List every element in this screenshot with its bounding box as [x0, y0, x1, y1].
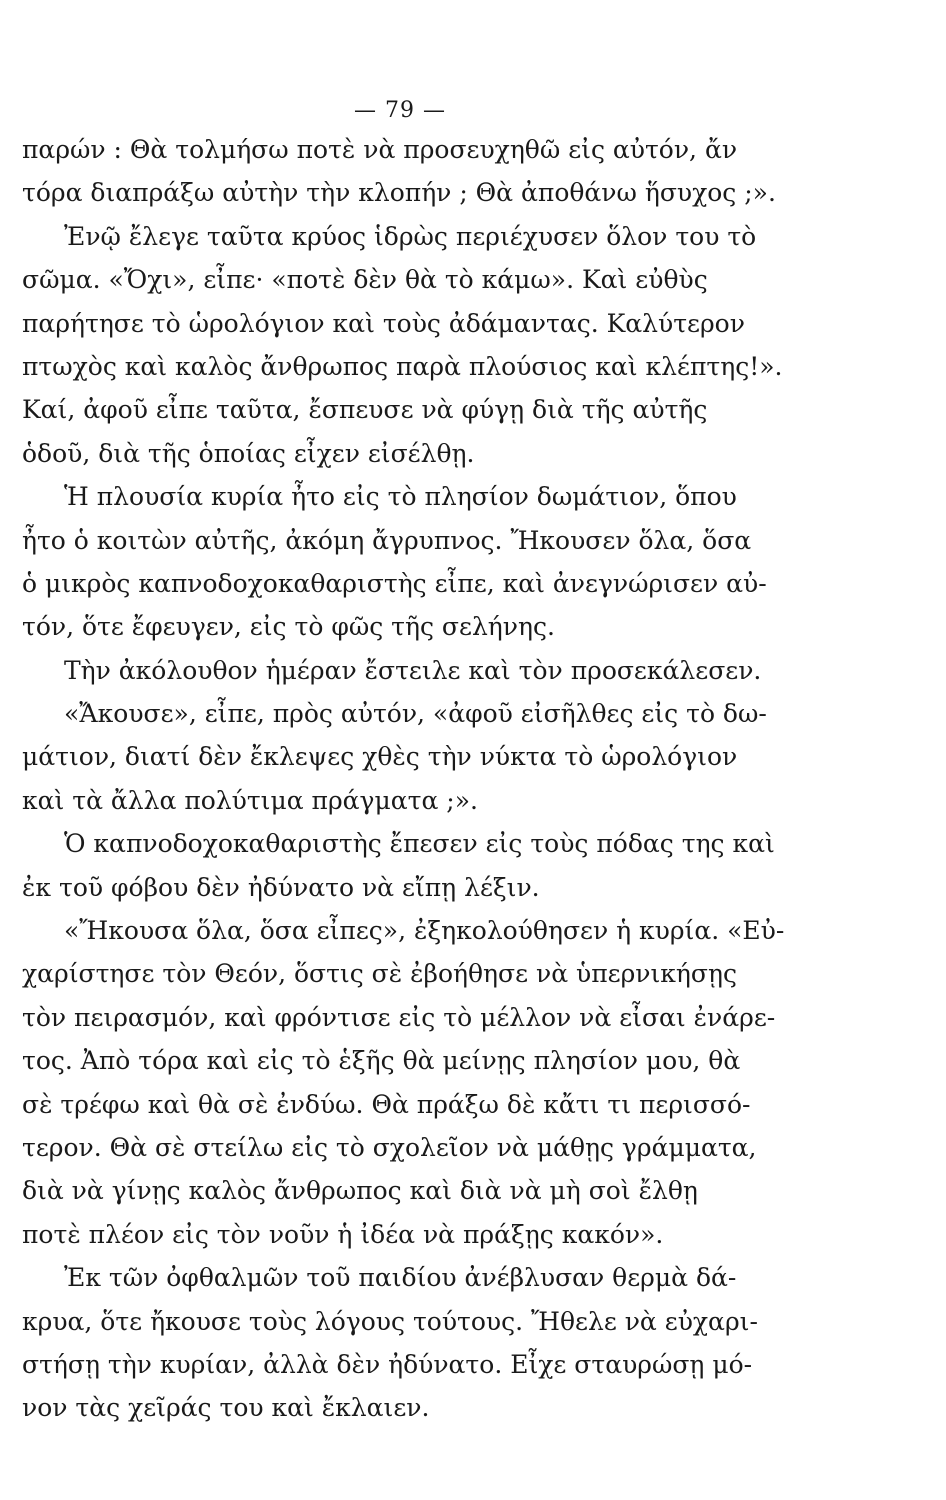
text-line: νον τὰς χεῖράς του καὶ ἔκλαιεν. [22, 1393, 430, 1423]
text-line: ὁδοῦ, διὰ τῆς ὁποίας εἶχεν εἰσέλθῃ. [22, 438, 475, 468]
text-line: τόρα διαπράξω αὐτὴν τὴν κλοπήν ; Θὰ ἀποθάνω ἥσυχος ;». [22, 178, 776, 208]
text-line: Ἐκ τῶν ὀφθαλμῶν τοῦ παιδίου ἀνέβλυσαν θερμὰ δά- [64, 1263, 737, 1293]
text-line: παρήτησε τὸ ὡρολόγιον καὶ τοὺς ἀδάμαντας. Καλύτερον [22, 308, 745, 338]
text-line: Καί, ἀφοῦ εἶπε ταῦτα, ἔσπευσε νὰ φύγῃ διὰ τῆς αὐτῆς [22, 395, 708, 425]
text-line: καὶ τὰ ἄλλα πολύτιμα πράγματα ;». [22, 785, 478, 815]
text-line: τόν, ὅτε ἔφευγεν, εἰς τὸ φῶς τῆς σελήνης. [22, 612, 555, 642]
text-line: ὁ μικρὸς καπνοδοχοκαθαριστὴς εἶπε, καὶ ἀνεγνώρισεν αὐ- [22, 568, 767, 598]
text-line: παρών : Θὰ τολμήσω ποτὲ νὰ προσευχηθῶ εἰς αὐτόν, ἄν [22, 135, 738, 164]
text-line: μάτιον, διατί δὲν ἔκλεψες χθὲς τὴν νύκτα τὸ ὡρολόγιον [22, 742, 738, 772]
text-line: τὸν πειρασμόν, καὶ φρόντισε εἰς τὸ μέλλον νὰ εἶσαι ἐνάρε- [22, 1002, 776, 1032]
text-line: χαρίστησε τὸν Θεόν, ὅστις σὲ ἐβοήθησε νὰ ὑπερνικήσῃς [22, 959, 737, 989]
text-line: Ἡ πλουσία κυρία ἦτο εἰς τὸ πλησίον δωμάτιον, ὅπου [64, 482, 737, 512]
text-line: «Ἤκουσα ὅλα, ὅσα εἶπες», ἐξηκολούθησεν ἡ κυρία. «Εὐ- [64, 916, 785, 946]
text-line: πτωχὸς καὶ καλὸς ἄνθρωπος παρὰ πλούσιος καὶ κλέπτης!». [22, 351, 783, 381]
text-line: ἐκ τοῦ φόβου δὲν ἠδύνατο νὰ εἴπῃ λέξιν. [22, 872, 540, 902]
text-line: κρυα, ὅτε ἤκουσε τοὺς λόγους τούτους. Ἤθελε νὰ εὐχαρι- [22, 1306, 758, 1336]
text-line: στήσῃ τὴν κυρίαν, ἀλλὰ δὲν ἠδύνατο. Εἶχε σταυρώσῃ μό- [22, 1349, 753, 1379]
text-line: ἦτο ὁ κοιτὼν αὐτῆς, ἀκόμη ἄγρυπνος. Ἤκουσεν ὅλα, ὅσα [22, 525, 752, 555]
body-text [22, 128, 802, 1430]
text-line: «Ἄκουσε», εἶπε, πρὸς αὐτόν, «ἀφοῦ εἰσῆλθες εἰς τὸ δω- [64, 699, 767, 729]
text-line: τερον. Θὰ σὲ στείλω εἰς τὸ σχολεῖον νὰ μάθῃς γράμματα, [22, 1132, 757, 1162]
text-line: ποτὲ πλέον εἰς τὸν νοῦν ἡ ἰδέα νὰ πράξῃς κακόν». [22, 1219, 664, 1249]
page-number: — 79 — [354, 98, 446, 123]
text-line: σῶμα. «Ὄχι», εἶπε· «ποτὲ δὲν θὰ τὸ κάμω». Καὶ εὐθὺς [22, 265, 708, 295]
text-line: τος. Ἀπὸ τόρα καὶ εἰς τὸ ἑξῆς θὰ μείνῃς πλησίον μου, θὰ [22, 1046, 741, 1076]
text-line: διὰ νὰ γίνῃς καλὸς ἄνθρωπος καὶ διὰ νὰ μὴ σοὶ ἔλθῃ [22, 1176, 698, 1206]
text-line: σὲ τρέφω καὶ θὰ σὲ ἐνδύω. Θὰ πράξω δὲ κἄτι τι περισσό- [22, 1089, 751, 1119]
text-line: Ὁ καπνοδοχοκαθαριστὴς ἔπεσεν εἰς τοὺς πόδας της καὶ [64, 829, 775, 859]
text-line: Ἐνῷ ἔλεγε ταῦτα κρύος ἱδρὼς περιέχυσεν ὅλον του τὸ [64, 221, 757, 251]
text-line: Τὴν ἀκόλουθον ἡμέραν ἔστειλε καὶ τὸν προσεκάλεσεν. [64, 655, 762, 685]
